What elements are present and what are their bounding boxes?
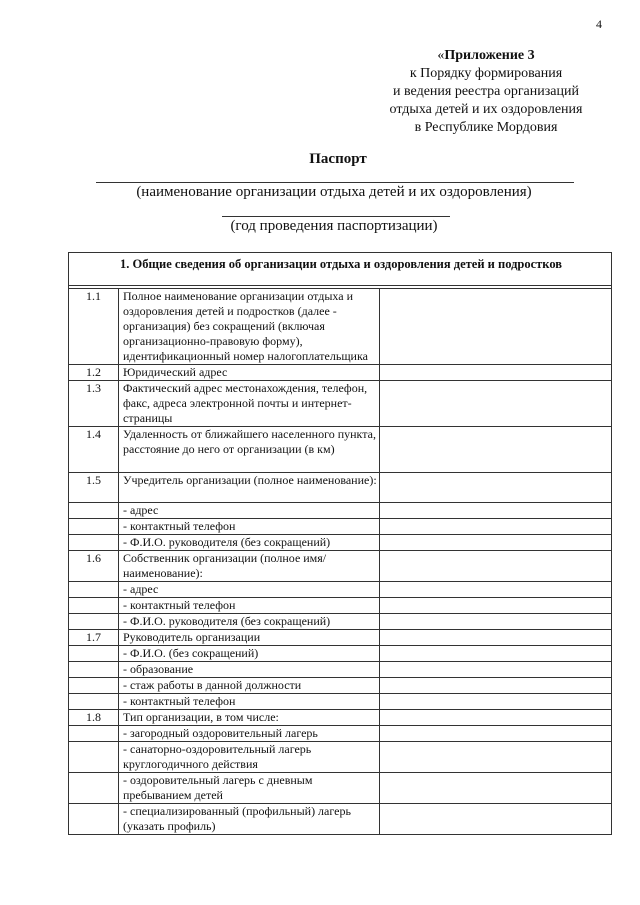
item-value-field[interactable] [380,598,612,614]
item-number [69,662,119,678]
item-value-field[interactable] [380,427,612,473]
item-number [69,598,119,614]
item-number: 1.6 [69,551,119,582]
item-number [69,726,119,742]
item-number [69,646,119,662]
item-number [69,503,119,519]
item-number [69,773,119,804]
item-number [69,535,119,551]
item-value-field[interactable] [380,726,612,742]
item-label: - адрес [119,503,380,519]
item-value-field[interactable] [380,473,612,503]
item-number [69,804,119,835]
item-value-field[interactable] [380,773,612,804]
table-row [69,427,612,473]
table-row [69,365,612,381]
item-number [69,678,119,694]
item-value-field[interactable] [380,742,612,773]
item-number [69,519,119,535]
item-value-field[interactable] [380,694,612,710]
item-value-field[interactable] [380,662,612,678]
item-label: Тип организации, в том числе: [119,710,380,726]
item-number: 1.7 [69,630,119,646]
org-name-hint: (наименование организации отдыха детей и их оздоровления) [136,184,532,200]
item-label: - специализированный (профильный) лагерь (указать профиль) [119,804,380,835]
table-row [69,630,612,646]
item-number [69,582,119,598]
table-row [69,598,612,614]
item-label: - контактный телефон [119,598,380,614]
table-body [69,289,612,835]
item-value-field[interactable] [380,678,612,694]
table-row [69,710,612,726]
item-number [69,742,119,773]
item-label: - оздоровительный лагерь с дневным пребыванием детей [119,773,380,804]
year-blank-line [222,216,450,217]
item-label: Юридический адрес [119,365,380,381]
table-row [69,678,612,694]
table-row [69,551,612,582]
item-value-field[interactable] [380,582,612,598]
item-value-field[interactable] [380,381,612,427]
appendix-line: отдыха детей и их оздоровления [389,102,583,117]
item-number: 1.8 [69,710,119,726]
table-row [69,582,612,598]
item-label: - образование [119,662,380,678]
item-label: Учредитель организации (полное наименование): [119,473,380,503]
item-number: 1.5 [69,473,119,503]
item-label: Собственник организации (полное имя/наименование): [119,551,380,582]
item-label: Полное наименование организации отдыха и оздоровления детей и подростков (далее - организация) без сокращений (включая организационно-правовую форму), идентификационный номер налогоплательщика [119,289,380,365]
item-value-field[interactable] [380,365,612,381]
item-value-field[interactable] [380,289,612,365]
table-row [69,535,612,551]
appendix-line: и ведения реестра организаций [393,84,579,99]
table-row [69,726,612,742]
item-label: Фактический адрес местонахождения, телефон, факс, адреса электронной почты и интернет-страницы [119,381,380,427]
item-value-field[interactable] [380,804,612,835]
item-label: - адрес [119,582,380,598]
table-row [69,804,612,835]
table-row [69,662,612,678]
table-row [69,694,612,710]
appendix-header [372,47,600,137]
appendix-line: в Республике Мордовия [414,120,558,135]
item-label: - стаж работы в данной должности [119,678,380,694]
table-row [69,614,612,630]
item-value-field[interactable] [380,630,612,646]
table-row [69,289,612,365]
item-label: - Ф.И.О. (без сокращений) [119,646,380,662]
org-name-blank-line [96,182,574,183]
item-number [69,694,119,710]
appendix-title: Приложение 3 [444,48,535,63]
item-value-field[interactable] [380,535,612,551]
item-label: - Ф.И.О. руководителя (без сокращений) [119,535,380,551]
item-label: Руководитель организации [119,630,380,646]
appendix-prefix: « [437,48,445,63]
page-number: 4 [596,17,602,31]
table-row [69,646,612,662]
item-label: Удаленность от ближайшего населенного пункта, расстояние до него от организации (в км) [119,427,380,473]
table-row [69,503,612,519]
item-number: 1.3 [69,381,119,427]
item-value-field[interactable] [380,519,612,535]
table-row [69,742,612,773]
item-number: 1.1 [69,289,119,365]
appendix-title-line [372,47,600,65]
table-row [69,473,612,503]
item-value-field[interactable] [380,646,612,662]
item-value-field[interactable] [380,614,612,630]
table-row [69,773,612,804]
item-label: - контактный телефон [119,694,380,710]
item-label: - санаторно-оздоровительный лагерь круглогодичного действия [119,742,380,773]
section-header-row [69,253,612,286]
item-value-field[interactable] [380,710,612,726]
year-hint: (год проведения паспортизации) [230,218,438,234]
appendix-line: к Порядку формирования [409,66,563,81]
item-label: - Ф.И.О. руководителя (без сокращений) [119,614,380,630]
item-number: 1.2 [69,365,119,381]
table-row [69,519,612,535]
item-number: 1.4 [69,427,119,473]
item-value-field[interactable] [380,503,612,519]
passport-table [68,252,612,835]
table-row [69,381,612,427]
item-number [69,614,119,630]
document-title: Паспорт [309,151,367,167]
item-label: - контактный телефон [119,519,380,535]
section-title: 1. Общие сведения об организации отдыха и оздоровления детей и подростков [69,253,612,286]
item-value-field[interactable] [380,551,612,582]
item-label: - загородный оздоровительный лагерь [119,726,380,742]
